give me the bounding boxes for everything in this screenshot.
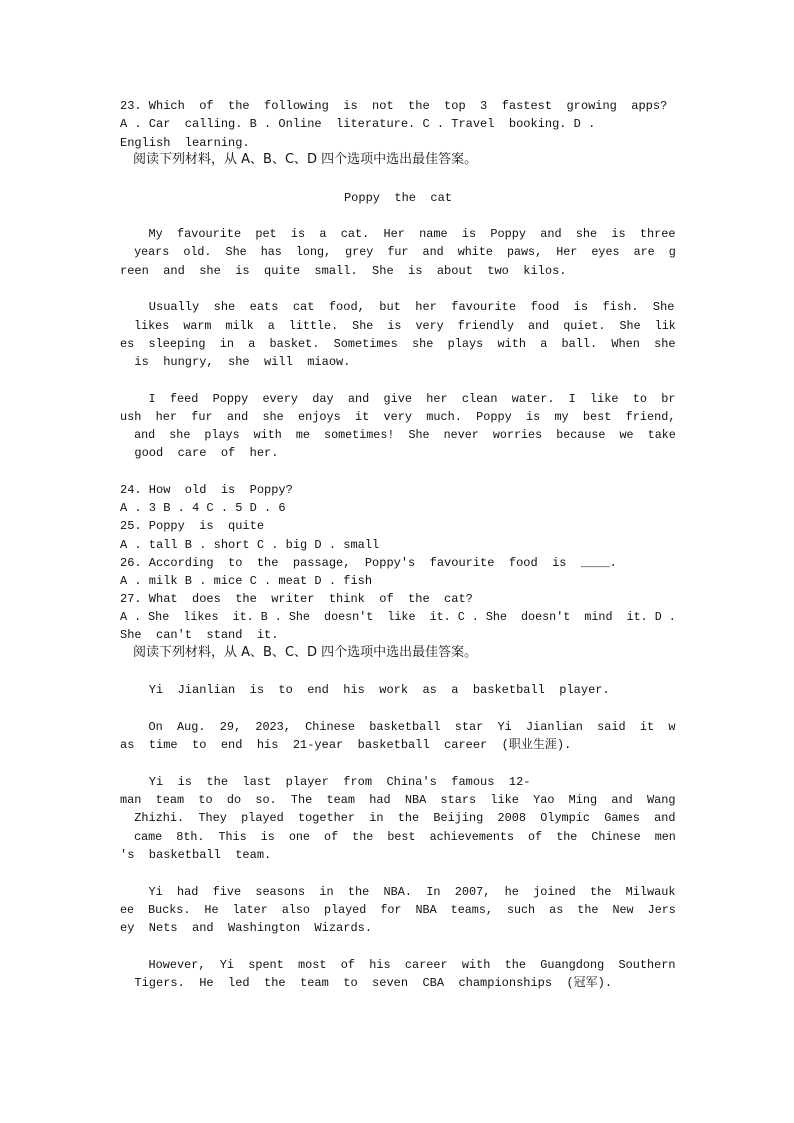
question-24: 24. How old is Poppy? (120, 483, 293, 497)
passage-line: However, Yi spent most of his career with the Guangdong Southern (120, 958, 676, 972)
question-25: 25. Poppy is quite (120, 519, 265, 533)
reading-instruction: 阅读下列材料，从 A、B、C、D 四个选项中选出最佳答案。 (133, 152, 478, 167)
question-25-options: A . tall B . short C . big D . small (120, 538, 380, 552)
passage-line: Tigers. He led the team to seven CBA championships (冠军). (120, 976, 613, 990)
passage-line: years old. She has long, grey fur and white paws, Her eyes are g (120, 245, 676, 259)
passage-line: Yi had five seasons in the NBA. In 2007, he joined the Milwauk (120, 885, 676, 899)
passage-line: 's basketball team. (120, 848, 272, 862)
question-27-options: A . She likes it. B . She doesn't like it. C . She doesn't mind it. D . (120, 610, 676, 624)
question-23-options-cont: English learning. (120, 136, 250, 150)
passage-line: Zhizhi. They played together in the Beijing 2008 Olympic Games and (120, 811, 676, 825)
passage-line: I feed Poppy every day and give her clean water. I like to br (120, 392, 676, 406)
reading-instruction: 阅读下列材料，从 A、B、C、D 四个选项中选出最佳答案。 (133, 645, 478, 660)
passage-line: and she plays with me sometimes! She never worries because we take (120, 428, 676, 442)
passage-line: good care of her. (120, 446, 279, 460)
passage-title: Poppy the cat (343, 191, 453, 205)
passage-line: man team to do so. The team had NBA stars like Yao Ming and Wang (120, 793, 676, 807)
question-23: 23. Which of the following is not the top 3 fastest growing apps? (120, 99, 668, 113)
passage-line: as time to end his 21-year basketball career (职业生涯). (120, 738, 572, 752)
passage-line: Yi Jianlian is to end his work as a basketball player. (120, 683, 610, 697)
question-23-options: A . Car calling. B . Online literature. C . Travel booking. D . (120, 117, 596, 131)
passage-line: likes warm milk a little. She is very friendly and quiet. She lik (120, 319, 676, 333)
passage-line: es sleeping in a basket. Sometimes she plays with a ball. When she (120, 337, 676, 351)
question-26: 26. According to the passage, Poppy's favourite food is ____. (120, 556, 617, 570)
question-24-options: A . 3 B . 4 C . 5 D . 6 (120, 501, 286, 515)
passage-line: is hungry, she will miaow. (120, 355, 351, 369)
passage-line: reen and she is quite small. She is about two kilos. (120, 264, 567, 278)
passage-line: came 8th. This is one of the best achievements of the Chinese men (120, 830, 676, 844)
question-27-options-cont: She can't stand it. (120, 628, 279, 642)
passage-line: On Aug. 29, 2023, Chinese basketball star Yi Jianlian said it w (120, 720, 676, 734)
passage-line: Yi is the last player from China's famous 12- (120, 775, 531, 789)
question-26-options: A . milk B . mice C . meat D . fish (120, 574, 373, 588)
passage-line: My favourite pet is a cat. Her name is Poppy and she is three (120, 227, 676, 241)
question-27: 27. What does the writer think of the cat? (120, 592, 473, 606)
passage-line: Usually she eats cat food, but her favourite food is fish. She (120, 300, 675, 314)
passage-line: ee Bucks. He later also played for NBA teams, such as the New Jers (120, 903, 676, 917)
passage-line: ey Nets and Washington Wizards. (120, 921, 373, 935)
passage-line: ush her fur and she enjoys it very much. Poppy is my best friend, (120, 410, 676, 424)
